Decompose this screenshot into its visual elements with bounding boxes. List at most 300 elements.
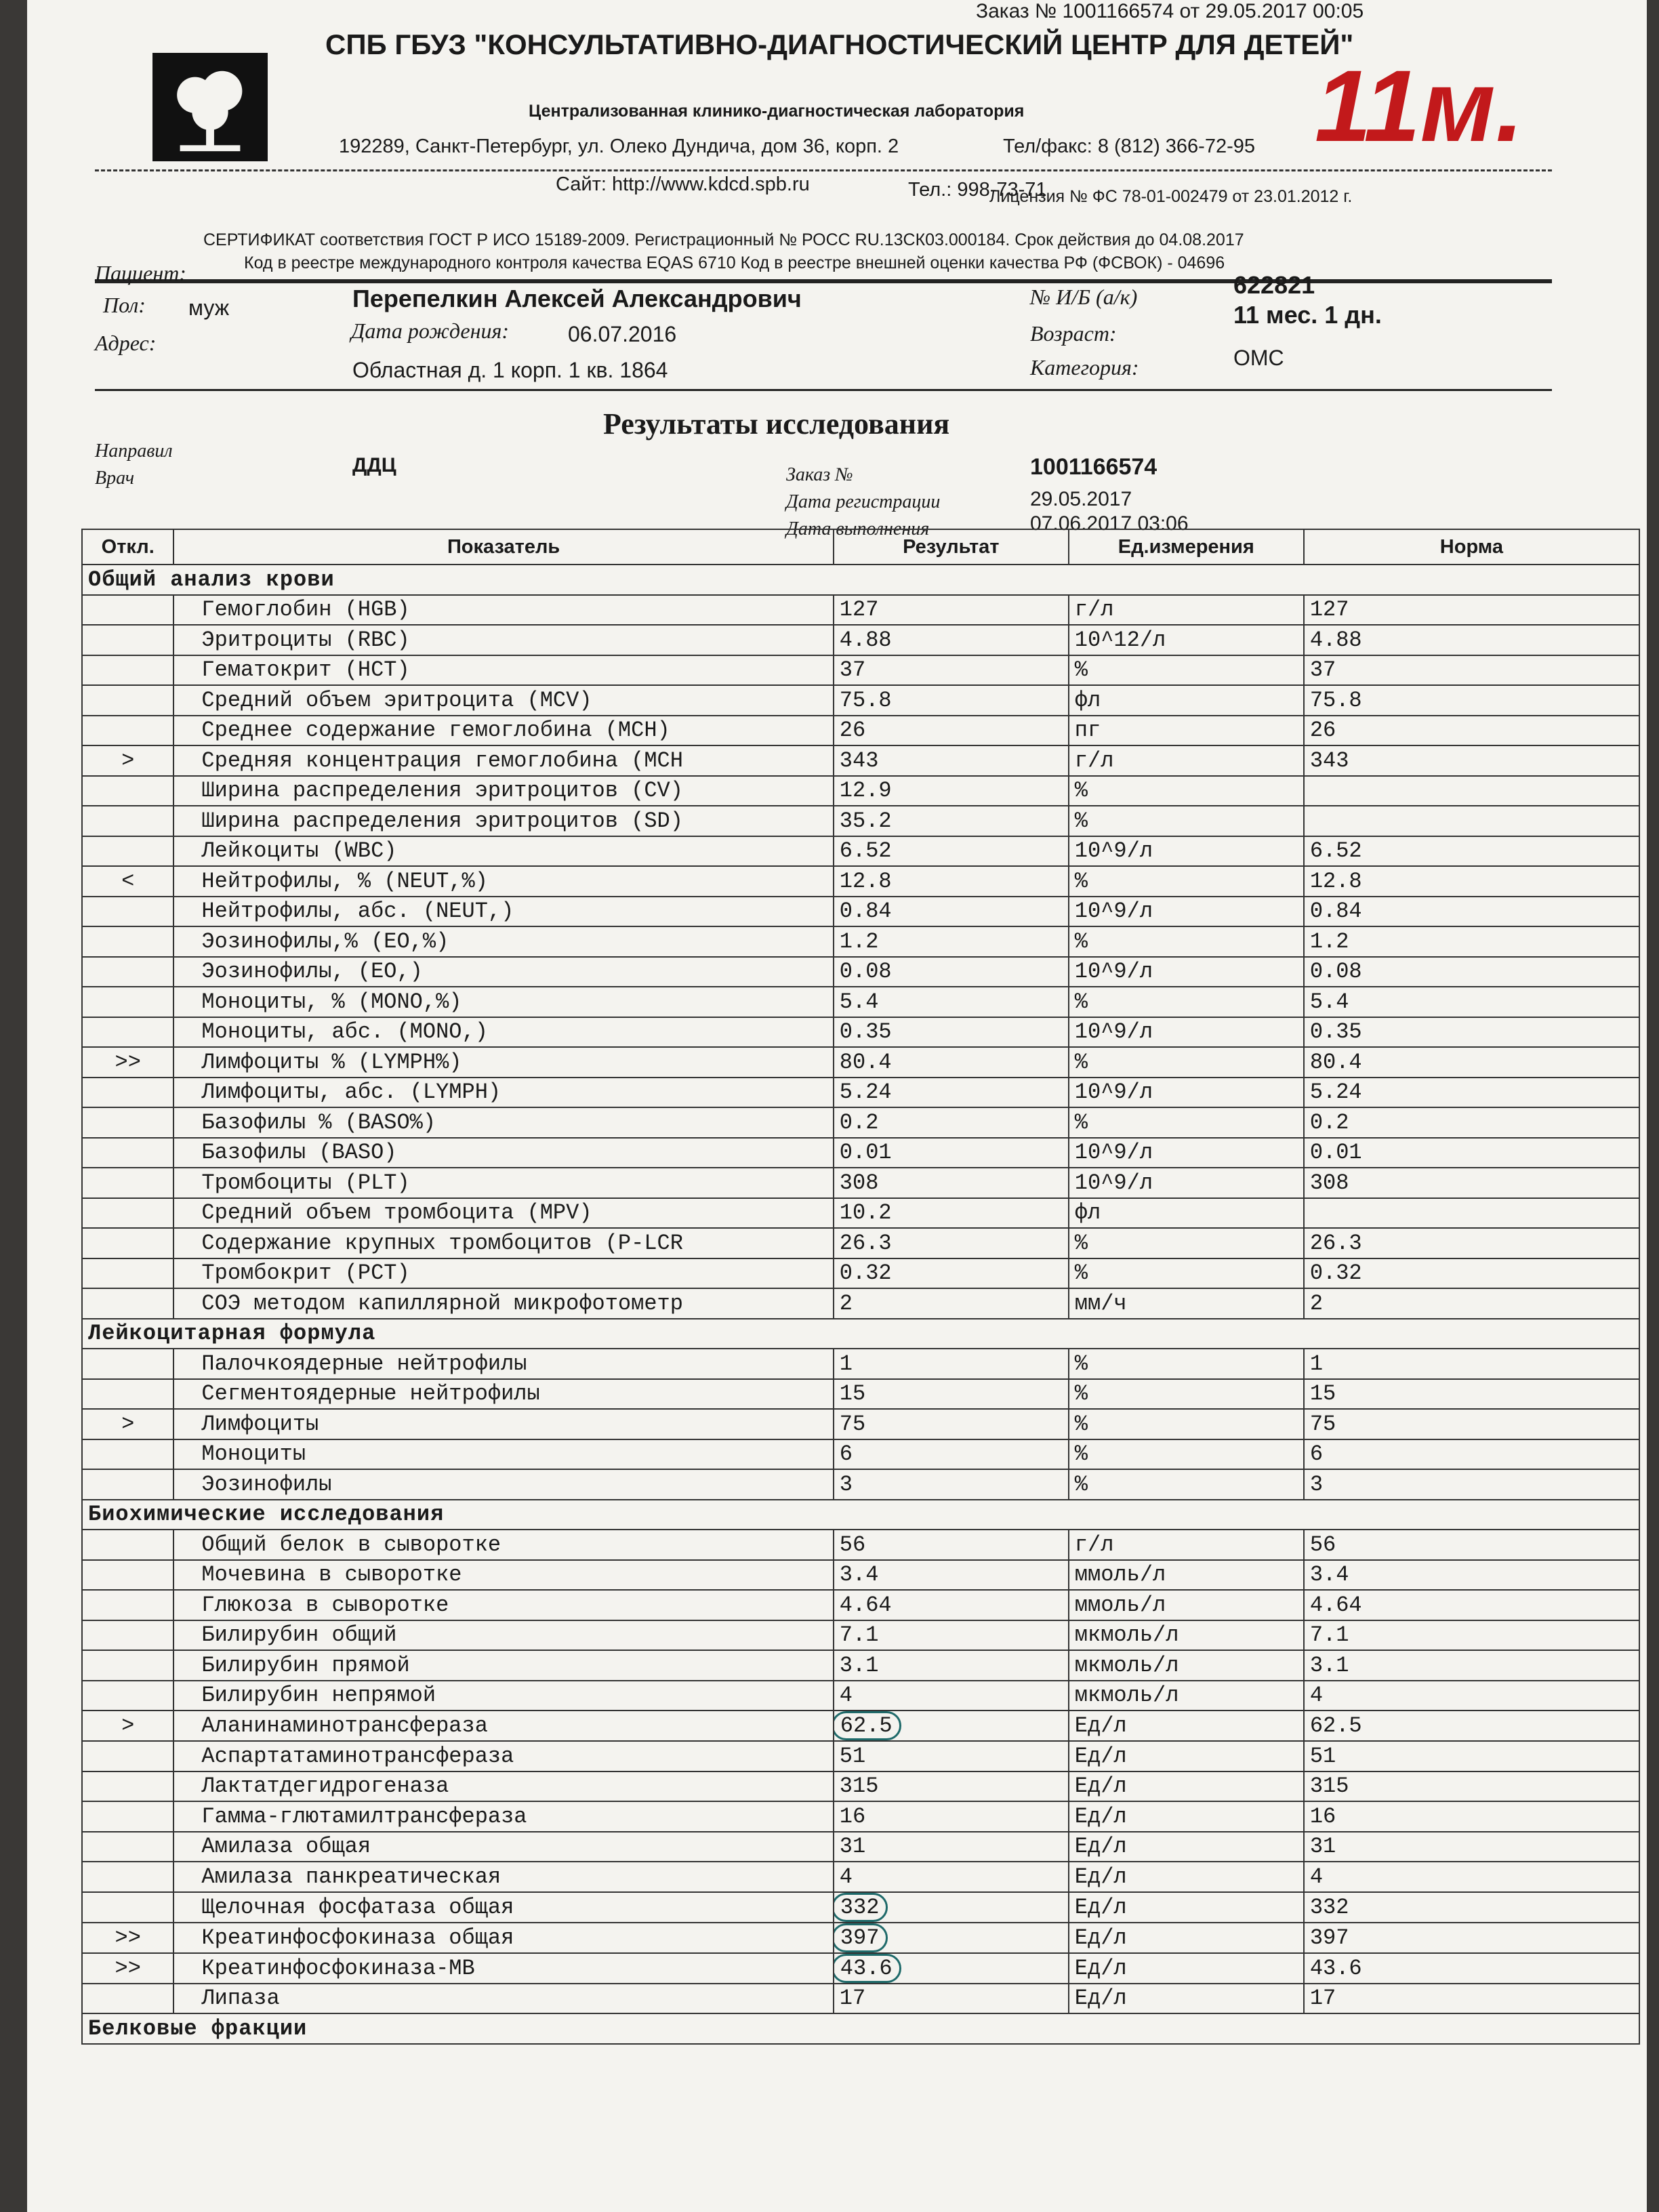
table-row <box>82 1349 1639 1379</box>
deviation-flag: > <box>82 1409 173 1439</box>
patient-sex: муж <box>188 295 230 320</box>
unit-value: 10^9/л <box>1069 957 1304 987</box>
indicator-name: Базофилы (BASO) <box>173 1138 833 1168</box>
indicator-name: Эритроциты (RBC) <box>173 625 833 655</box>
unit-value: Ед/л <box>1069 1953 1304 1984</box>
norm-value: 0.08 <box>1304 957 1639 987</box>
indicator-name: Гамма-глютамилтрансфераза <box>173 1801 833 1832</box>
deviation-flag <box>82 1560 173 1591</box>
indicator-name: Нейтрофилы, % (NEUT,%) <box>173 866 833 897</box>
section-title: Общий анализ крови <box>82 565 1639 595</box>
header-unit: Ед.измерения <box>1069 529 1304 565</box>
ib-label: № И/Б (а/к) <box>1030 285 1138 309</box>
unit-value: % <box>1069 866 1304 897</box>
result-value <box>834 1711 1069 1741</box>
deviation-flag: > <box>82 1711 173 1741</box>
indicator-name: Креатинфосфокиназа-МВ <box>173 1953 833 1984</box>
org-tel: Тел.: 998-73-71 <box>908 179 1047 201</box>
norm-value: 0.84 <box>1304 897 1639 927</box>
org-address: 192289, Санкт-Петербург, ул. Олеко Дундича, дом 36, корп. 2 <box>339 136 899 157</box>
table-row <box>82 716 1639 746</box>
result-value: 15 <box>834 1379 1069 1410</box>
deviation-flag: >> <box>82 1047 173 1078</box>
table-row <box>82 1228 1639 1258</box>
section-row <box>82 2013 1639 2044</box>
unit-value: Ед/л <box>1069 1892 1304 1923</box>
patient-address: Областная д. 1 корп. 1 кв. 1864 <box>352 358 668 382</box>
indicator-name: СОЭ методом капиллярной микрофотометр <box>173 1288 833 1319</box>
unit-value: Ед/л <box>1069 1984 1304 2014</box>
table-row <box>82 1923 1639 1953</box>
done-date: 07.06.2017 03:06 <box>1030 512 1189 535</box>
table-row <box>82 595 1639 626</box>
norm-value: 0.32 <box>1304 1258 1639 1289</box>
result-value: 26.3 <box>834 1228 1069 1258</box>
deviation-flag <box>82 1168 173 1198</box>
unit-value: 10^12/л <box>1069 625 1304 655</box>
indicator-name: Сегментоядерные нейтрофилы <box>173 1379 833 1410</box>
norm-value: 3.4 <box>1304 1560 1639 1591</box>
norm-value: 31 <box>1304 1832 1639 1862</box>
reg-date-label: Дата регистрации <box>786 491 941 512</box>
norm-value: 3 <box>1304 1469 1639 1500</box>
section-row <box>82 1500 1639 1530</box>
table-row <box>82 1138 1639 1168</box>
result-value: 127 <box>834 595 1069 626</box>
result-value <box>834 1953 1069 1984</box>
indicator-name: Амилаза общая <box>173 1832 833 1862</box>
result-value: 315 <box>834 1771 1069 1802</box>
deviation-flag <box>82 716 173 746</box>
org-telfax: Тел/факс: 8 (812) 366-72-95 <box>1003 136 1256 157</box>
table-row <box>82 625 1639 655</box>
deviation-flag: > <box>82 745 173 776</box>
org-name: СПБ ГБУЗ "КОНСУЛЬТАТИВНО-ДИАГНОСТИЧЕСКИЙ ЦЕНТР ДЛЯ ДЕТЕЙ" <box>325 28 1354 60</box>
deviation-flag <box>82 776 173 806</box>
result-value: 0.32 <box>834 1258 1069 1289</box>
reg-date: 29.05.2017 <box>1030 488 1132 510</box>
indicator-name: Средний объем эритроцита (MCV) <box>173 685 833 716</box>
norm-value: 0.01 <box>1304 1138 1639 1168</box>
unit-value: % <box>1069 1439 1304 1470</box>
unit-value: 10^9/л <box>1069 1078 1304 1108</box>
results-body <box>82 565 1639 2044</box>
norm-value: 1.2 <box>1304 926 1639 957</box>
result-value: 12.9 <box>834 776 1069 806</box>
result-value: 0.01 <box>834 1138 1069 1168</box>
table-row <box>82 1771 1639 1802</box>
indicator-name: Моноциты, % (MONO,%) <box>173 987 833 1017</box>
indicator-name: Мочевина в сыворотке <box>173 1560 833 1591</box>
norm-value: 17 <box>1304 1984 1639 2014</box>
result-value: 16 <box>834 1801 1069 1832</box>
deviation-flag <box>82 685 173 716</box>
table-row <box>82 1590 1639 1620</box>
unit-value: 10^9/л <box>1069 836 1304 867</box>
table-row <box>82 1560 1639 1591</box>
result-value: 3.4 <box>834 1560 1069 1591</box>
result-value: 5.4 <box>834 987 1069 1017</box>
norm-value: 51 <box>1304 1741 1639 1771</box>
norm-value: 0.2 <box>1304 1107 1639 1138</box>
result-value: 1 <box>834 1349 1069 1379</box>
indicator-name: Моноциты <box>173 1439 833 1470</box>
indicator-name: Билирубин общий <box>173 1620 833 1651</box>
indicator-name: Аланинаминотрансфераза <box>173 1711 833 1741</box>
unit-value: фл <box>1069 685 1304 716</box>
result-value: 5.24 <box>834 1078 1069 1108</box>
deviation-flag: >> <box>82 1923 173 1953</box>
results-table <box>81 529 1640 2045</box>
indicator-name: Липаза <box>173 1984 833 2014</box>
indicator-name: Тромбокрит (PCT) <box>173 1258 833 1289</box>
age-label: Возраст: <box>1030 321 1117 346</box>
result-value <box>834 1892 1069 1923</box>
deviation-flag <box>82 806 173 836</box>
referrer-value: ДДЦ <box>352 454 396 476</box>
deviation-flag: < <box>82 866 173 897</box>
norm-value: 308 <box>1304 1168 1639 1198</box>
result-value: 31 <box>834 1832 1069 1862</box>
norm-value: 343 <box>1304 745 1639 776</box>
pen-circle-mark: 397 <box>834 1923 888 1952</box>
unit-value: % <box>1069 926 1304 957</box>
unit-value: % <box>1069 1349 1304 1379</box>
table-row <box>82 1953 1639 1984</box>
deviation-flag <box>82 1892 173 1923</box>
unit-value: мкмоль/л <box>1069 1620 1304 1651</box>
result-value: 35.2 <box>834 806 1069 836</box>
deviation-flag <box>82 1017 173 1048</box>
unit-value: Ед/л <box>1069 1771 1304 1802</box>
deviation-flag <box>82 1258 173 1289</box>
norm-value: 127 <box>1304 595 1639 626</box>
unit-value: мкмоль/л <box>1069 1650 1304 1681</box>
indicator-name: Билирубин прямой <box>173 1650 833 1681</box>
table-row <box>82 1258 1639 1289</box>
indicator-name: Эозинофилы <box>173 1469 833 1500</box>
norm-value: 6 <box>1304 1439 1639 1470</box>
indicator-name: Аспартатаминотрансфераза <box>173 1741 833 1771</box>
result-value: 6.52 <box>834 836 1069 867</box>
table-row <box>82 1017 1639 1048</box>
table-row <box>82 1198 1639 1229</box>
deviation-flag: >> <box>82 1953 173 1984</box>
deviation-flag <box>82 1469 173 1500</box>
sex-label: Пол: <box>103 293 146 317</box>
unit-value: ммоль/л <box>1069 1590 1304 1620</box>
indicator-name: Гемоглобин (HGB) <box>173 595 833 626</box>
table-row <box>82 1379 1639 1410</box>
dashed-divider <box>95 169 1552 171</box>
table-row <box>82 1469 1639 1500</box>
table-row <box>82 1741 1639 1771</box>
unit-value: фл <box>1069 1198 1304 1229</box>
result-value: 3.1 <box>834 1650 1069 1681</box>
table-row <box>82 655 1639 686</box>
patient-label: Пациент: <box>95 261 186 285</box>
norm-value: 2 <box>1304 1288 1639 1319</box>
patient-age: 11 мес. 1 дн. <box>1233 301 1382 329</box>
indicator-name: Ширина распределения эритроцитов (SD) <box>173 806 833 836</box>
indicator-name: Щелочная фосфатаза общая <box>173 1892 833 1923</box>
norm-value: 26 <box>1304 716 1639 746</box>
norm-value: 80.4 <box>1304 1047 1639 1078</box>
deviation-flag <box>82 1590 173 1620</box>
norm-value: 4 <box>1304 1862 1639 1892</box>
pen-circle-mark: 43.6 <box>834 1954 901 1983</box>
section-row <box>82 565 1639 595</box>
section-title: Белковые фракции <box>82 2013 1639 2044</box>
table-header-row <box>82 529 1639 565</box>
deviation-flag <box>82 1832 173 1862</box>
indicator-name: Среднее содержание гемоглобина (MCH) <box>173 716 833 746</box>
deviation-flag <box>82 1771 173 1802</box>
unit-value: % <box>1069 806 1304 836</box>
lab-name: Централизованная клинико-диагностическая лаборатория <box>529 102 1025 121</box>
deviation-flag <box>82 1741 173 1771</box>
unit-value: % <box>1069 1379 1304 1410</box>
norm-value: 4 <box>1304 1681 1639 1711</box>
table-row <box>82 1862 1639 1892</box>
deviation-flag <box>82 897 173 927</box>
table-row <box>82 745 1639 776</box>
lab-report-sheet <box>27 0 1647 2212</box>
result-value: 4.88 <box>834 625 1069 655</box>
deviation-flag <box>82 625 173 655</box>
header-flag: Откл. <box>82 529 173 565</box>
patient-category: ОМС <box>1233 346 1284 370</box>
result-value: 75.8 <box>834 685 1069 716</box>
deviation-flag <box>82 926 173 957</box>
result-value: 80.4 <box>834 1047 1069 1078</box>
table-row <box>82 1681 1639 1711</box>
referrer-label: Направил <box>95 441 173 462</box>
table-row <box>82 806 1639 836</box>
unit-value: Ед/л <box>1069 1741 1304 1771</box>
indicator-name: Лейкоциты (WBC) <box>173 836 833 867</box>
norm-value: 1 <box>1304 1349 1639 1379</box>
deviation-flag <box>82 1681 173 1711</box>
patient-name: Перепелкин Алексей Александрович <box>352 285 802 312</box>
norm-value: 7.1 <box>1304 1620 1639 1651</box>
norm-value: 5.24 <box>1304 1078 1639 1108</box>
tree-logo-icon <box>152 53 268 161</box>
registry-codes: Код в реестре международного контроля качества EQAS 6710 Код в реестре внешней оценки качества РФ (ФСВОК) - 04696 <box>244 253 1225 272</box>
norm-value: 315 <box>1304 1771 1639 1802</box>
category-label: Категория: <box>1030 355 1139 380</box>
result-value: 10.2 <box>834 1198 1069 1229</box>
unit-value: % <box>1069 1228 1304 1258</box>
deviation-flag <box>82 1620 173 1651</box>
unit-value: Ед/л <box>1069 1862 1304 1892</box>
deviation-flag <box>82 1107 173 1138</box>
done-date-label: Дата выполнения <box>786 518 930 539</box>
result-value: 12.8 <box>834 866 1069 897</box>
indicator-name: Тромбоциты (PLT) <box>173 1168 833 1198</box>
norm-value: 6.52 <box>1304 836 1639 867</box>
deviation-flag <box>82 1349 173 1379</box>
norm-value: 5.4 <box>1304 987 1639 1017</box>
indicator-name: Моноциты, абс. (MONO,) <box>173 1017 833 1048</box>
header-divider <box>95 279 1552 283</box>
indicator-name: Нейтрофилы, абс. (NEUT,) <box>173 897 833 927</box>
unit-value: г/л <box>1069 595 1304 626</box>
deviation-flag <box>82 987 173 1017</box>
norm-value: 75.8 <box>1304 685 1639 716</box>
header-norm: Норма <box>1304 529 1639 565</box>
doctor-label: Врач <box>95 468 135 489</box>
result-value: 0.35 <box>834 1017 1069 1048</box>
table-row <box>82 1078 1639 1108</box>
deviation-flag <box>82 595 173 626</box>
pen-circle-mark: 332 <box>834 1893 888 1922</box>
result-value: 4 <box>834 1862 1069 1892</box>
table-row <box>82 1530 1639 1560</box>
unit-value: Ед/л <box>1069 1923 1304 1953</box>
deviation-flag <box>82 1801 173 1832</box>
deviation-flag <box>82 655 173 686</box>
order-label: Заказ № <box>786 464 853 485</box>
table-row <box>82 836 1639 867</box>
deviation-flag <box>82 1984 173 2014</box>
header-result: Результат <box>834 529 1069 565</box>
table-row <box>82 1168 1639 1198</box>
unit-value: % <box>1069 1047 1304 1078</box>
unit-value: мкмоль/л <box>1069 1681 1304 1711</box>
unit-value: Ед/л <box>1069 1711 1304 1741</box>
indicator-name: Базофилы % (BASO%) <box>173 1107 833 1138</box>
deviation-flag <box>82 836 173 867</box>
table-row <box>82 1288 1639 1319</box>
result-value: 7.1 <box>834 1620 1069 1651</box>
deviation-flag <box>82 1379 173 1410</box>
deviation-flag <box>82 1288 173 1319</box>
result-value: 3 <box>834 1469 1069 1500</box>
norm-value: 4.64 <box>1304 1590 1639 1620</box>
indicator-name: Гематокрит (HCT) <box>173 655 833 686</box>
indicator-name: Глюкоза в сыворотке <box>173 1590 833 1620</box>
indicator-name: Средняя концентрация гемоглобина (MCH <box>173 745 833 776</box>
handwritten-note: 11м. <box>1315 49 1524 163</box>
table-row <box>82 897 1639 927</box>
deviation-flag <box>82 1439 173 1470</box>
table-row <box>82 1892 1639 1923</box>
indicator-name: Палочкоядерные нейтрофилы <box>173 1349 833 1379</box>
result-value: 0.2 <box>834 1107 1069 1138</box>
result-value <box>834 1923 1069 1953</box>
indicator-name: Билирубин непрямой <box>173 1681 833 1711</box>
norm-value: 332 <box>1304 1892 1639 1923</box>
norm-value <box>1304 1198 1639 1229</box>
result-value: 1.2 <box>834 926 1069 957</box>
norm-value: 56 <box>1304 1530 1639 1560</box>
norm-value: 37 <box>1304 655 1639 686</box>
indicator-name: Общий белок в сыворотке <box>173 1530 833 1560</box>
unit-value: пг <box>1069 716 1304 746</box>
result-value: 17 <box>834 1984 1069 2014</box>
table-row <box>82 1832 1639 1862</box>
unit-value: % <box>1069 1409 1304 1439</box>
result-value: 75 <box>834 1409 1069 1439</box>
unit-value: 10^9/л <box>1069 1138 1304 1168</box>
unit-value: г/л <box>1069 745 1304 776</box>
unit-value: мм/ч <box>1069 1288 1304 1319</box>
deviation-flag <box>82 1862 173 1892</box>
result-value: 26 <box>834 716 1069 746</box>
patient-ib: 622821 <box>1233 271 1315 299</box>
section-title: Биохимические исследования <box>82 1500 1639 1530</box>
result-value: 4.64 <box>834 1590 1069 1620</box>
norm-value: 15 <box>1304 1379 1639 1410</box>
norm-value: 26.3 <box>1304 1228 1639 1258</box>
unit-value: 10^9/л <box>1069 1017 1304 1048</box>
unit-value: Ед/л <box>1069 1832 1304 1862</box>
table-row <box>82 1711 1639 1741</box>
pen-circle-mark: 62.5 <box>834 1711 901 1740</box>
table-row <box>82 776 1639 806</box>
unit-value: г/л <box>1069 1530 1304 1560</box>
result-value: 51 <box>834 1741 1069 1771</box>
norm-value <box>1304 806 1639 836</box>
indicator-name: Эозинофилы,% (EO,%) <box>173 926 833 957</box>
indicator-name: Креатинфосфокиназа общая <box>173 1923 833 1953</box>
table-row <box>82 1984 1639 2014</box>
indicator-name: Эозинофилы, (EO,) <box>173 957 833 987</box>
indicator-name: Лимфоциты % (LYMPH%) <box>173 1047 833 1078</box>
indicator-name: Содержание крупных тромбоцитов (P-LCR <box>173 1228 833 1258</box>
result-value: 0.08 <box>834 957 1069 987</box>
norm-value: 62.5 <box>1304 1711 1639 1741</box>
table-row <box>82 1107 1639 1138</box>
result-value: 6 <box>834 1439 1069 1470</box>
norm-value: 4.88 <box>1304 625 1639 655</box>
order-header: Заказ № 1001166574 от 29.05.2017 00:05 <box>976 0 1364 22</box>
indicator-name: Лактатдегидрогеназа <box>173 1771 833 1802</box>
table-row <box>82 1409 1639 1439</box>
certificate: СЕРТИФИКАТ соответствия ГОСТ Р ИСО 15189-2009. Регистрационный № РОСС RU.13СК03.000184. Срок действия до 04.08.2017 <box>203 230 1244 249</box>
deviation-flag <box>82 1198 173 1229</box>
unit-value: % <box>1069 1258 1304 1289</box>
result-value: 37 <box>834 655 1069 686</box>
indicator-name: Средний объем тромбоцита (MPV) <box>173 1198 833 1229</box>
dob-label: Дата рождения: <box>351 319 510 343</box>
norm-value: 16 <box>1304 1801 1639 1832</box>
deviation-flag <box>82 957 173 987</box>
patient-divider <box>95 389 1552 391</box>
table-row <box>82 1047 1639 1078</box>
section-title: Лейкоцитарная формула <box>82 1319 1639 1349</box>
unit-value: % <box>1069 1107 1304 1138</box>
table-row <box>82 1801 1639 1832</box>
result-value: 0.84 <box>834 897 1069 927</box>
deviation-flag <box>82 1138 173 1168</box>
norm-value <box>1304 776 1639 806</box>
indicator-name: Амилаза панкреатическая <box>173 1862 833 1892</box>
norm-value: 397 <box>1304 1923 1639 1953</box>
unit-value: ммоль/л <box>1069 1560 1304 1591</box>
result-value: 4 <box>834 1681 1069 1711</box>
header-indicator: Показатель <box>173 529 833 565</box>
unit-value: % <box>1069 776 1304 806</box>
deviation-flag <box>82 1078 173 1108</box>
norm-value: 12.8 <box>1304 866 1639 897</box>
result-value: 343 <box>834 745 1069 776</box>
unit-value: % <box>1069 655 1304 686</box>
table-row <box>82 685 1639 716</box>
unit-value: % <box>1069 987 1304 1017</box>
norm-value: 75 <box>1304 1409 1639 1439</box>
